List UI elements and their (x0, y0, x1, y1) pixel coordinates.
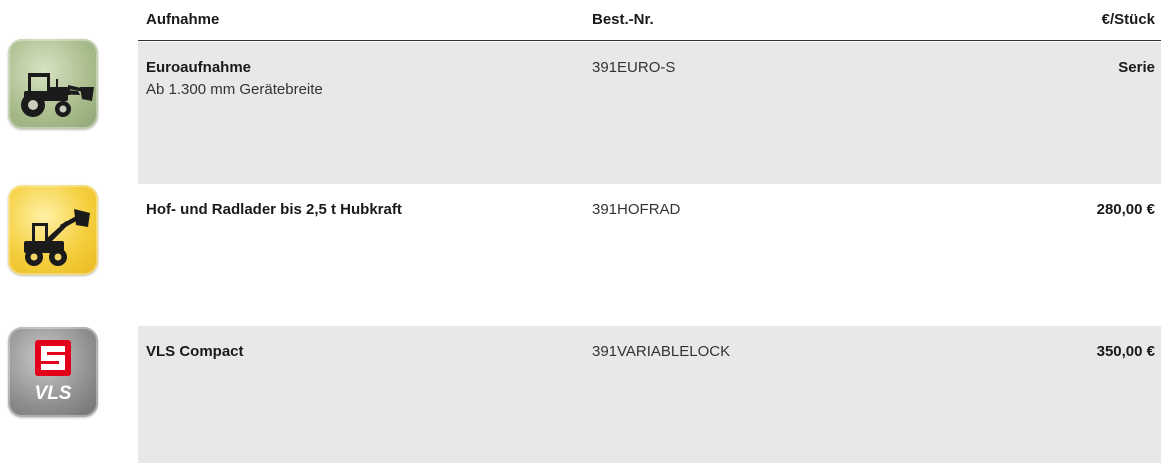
row-price: 280,00 € (1096, 201, 1155, 218)
row-subtitle: Ab 1.300 mm Gerätebreite (146, 81, 323, 98)
tractor-front-loader-icon (8, 39, 98, 129)
header-price: €/Stück (1101, 11, 1155, 28)
wheel-loader-icon (8, 185, 98, 275)
header-best-nr: Best.-Nr. (592, 11, 654, 28)
table-row (138, 184, 1161, 326)
table-header (138, 0, 1161, 41)
row-price: Serie (1118, 59, 1155, 76)
table-row (138, 326, 1161, 463)
row-order-number: 391HOFRAD (592, 201, 681, 218)
header-aufnahme: Aufnahme (146, 11, 220, 28)
vls-logo-text: VLS (34, 383, 72, 404)
table-row (138, 42, 1161, 184)
row-order-number: 391VARIABLELOCK (592, 343, 731, 360)
row-price: 350,00 € (1096, 343, 1155, 360)
vls-logo-icon (8, 327, 98, 417)
row-order-number: 391EURO-S (592, 59, 676, 76)
row-name: VLS Compact (146, 343, 244, 360)
row-name: Hof- und Radlader bis 2,5 t Hubkraft (146, 201, 402, 218)
row-name: Euroaufnahme (146, 59, 252, 76)
